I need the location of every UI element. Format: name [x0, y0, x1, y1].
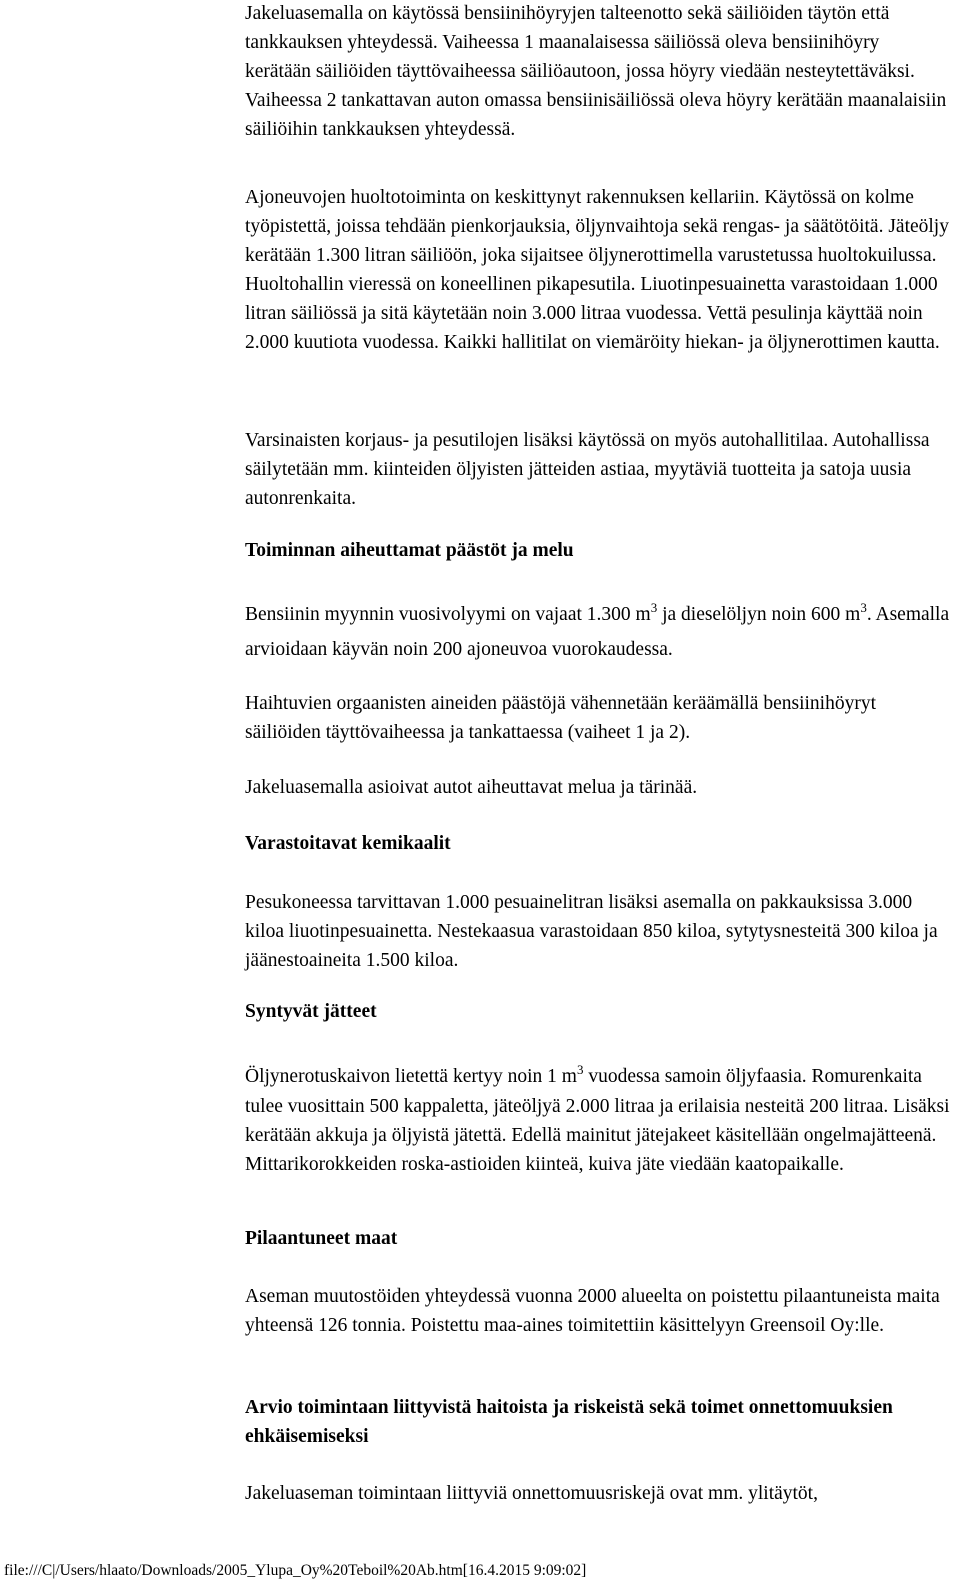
- paragraph-vapor-recovery: Jakeluasemalla on käytössä bensiinihöyryjen talteenotto sekä säiliöiden täytön että tankkauksen yhteydessä. Vaiheessa 1 maanalaisessa säiliössä oleva bensiinihöyry kerätään säiliöiden täyttövaiheessa säiliöautoon, jossa höyry viedään nesteytettäväksi. Vaiheessa 2 tankattavan auton omassa bensiinisäiliössä oleva höyry kerätään maanalaisiin säiliöihin tankkauksen yhteydessä.: [245, 3, 947, 140]
- paragraph-voc: Haihtuvien orgaanisten aineiden päästöjä vähennetään keräämällä bensiinihöyryt säiliöiden täyttövaiheessa ja tankattaessa (vaiheet 1 ja 2).: [245, 693, 876, 743]
- paragraph-waste: Öljynerotuskaivon lietettä kertyy noin 1 $m^3$ vuodessa samoin öljyfaasia. Romurenkaita tulee vuosittain 500 kappaletta, jäteöljyä 2.000 litraa ja erilaisia nesteitä 200 litraa. Lisäksi kerätään akkuja ja öljyistä jätettä. Edellä mainitut jätejakeet käsitellään ongelmajätteenä. Mittarikorokkeiden roska-astioiden kiinteä, kuiva jäte viedään kaatopaikalle.: [245, 1062, 950, 1175]
- heading-emissions: Toiminnan aiheuttamat päästöt ja melu: [245, 540, 574, 561]
- heading-chemicals: Varastoitavat kemikaalit: [245, 833, 451, 854]
- paragraph-garage: Varsinaisten korjaus- ja pesutilojen lisäksi käytössä on myös autohallitilaa. Autohallissa säilytetään mm. kiinteiden öljyisten jätteiden astiaa, myytäviä tuotteita ja satoja uusia autonrenkaita.: [245, 430, 930, 509]
- paragraph-noise: Jakeluasemalla asioivat autot aiheuttavat melua ja tärinää.: [245, 777, 698, 798]
- heading-risks: Arvio toimintaan liittyvistä haitoista ja riskeistä sekä toimet onnettomuuksien ehkäisemiseksi: [245, 1397, 893, 1447]
- file-path-footer: file:///C|/Users/hlaato/Downloads/2005_Ylupa_Oy%20Teboil%20Ab.htm[16.4.2015 9:09:02]: [4, 1562, 587, 1579]
- paragraph-risks: Jakeluaseman toimintaan liittyviä onnettomuusriskejä ovat mm. ylitäytöt,: [245, 1483, 818, 1504]
- paragraph-sales-volume: Bensiinin myynnin vuosivolyymi on vajaat 1.300 $m^3$ ja dieselöljyn noin 600 $m^3$. Asemalla arvioidaan käyvän noin 200 ajoneuvoa vuorokaudessa.: [245, 600, 950, 660]
- heading-waste: Syntyvät jätteet: [245, 1001, 377, 1022]
- paragraph-chemicals: Pesukoneessa tarvittavan 1.000 pesuainelitran lisäksi asemalla on pakkauksissa 3.000 kiloa liuotinpesuainetta. Nestekaasua varastoidaan 850 kiloa, sytytysnesteitä 300 kiloa ja jäänestoaineita 1.500 kiloa.: [245, 892, 938, 971]
- paragraph-maintenance: Ajoneuvojen huoltotoiminta on keskittynyt rakennuksen kellariin. Käytössä on kolme työpistettä, joissa tehdään pienkorjauksia, öljynvaihtoja sekä rengas- ja säätötöitä. Jäteöljy kerätään 1.300 litran säiliöön, joka sijaitsee öljynerottimella varustetussa huoltokuilussa. Huoltohallin vieressä on koneellinen pikapesutila. Liuotinpesuainetta varastoidaan 1.000 litran säiliössä ja sitä käytetään noin 3.000 litraa vuodessa. Vettä pesulinja käyttää noin 2.000 kuutiota vuodessa. Kaikki hallitilat on viemäröity hiekan- ja öljynerottimen kautta.: [245, 187, 949, 353]
- paragraph-contaminated-soil: Aseman muutostöiden yhteydessä vuonna 2000 alueelta on poistettu pilaantuneista maita yhteensä 126 tonnia. Poistettu maa-aines toimitettiin käsittelyyn Greensoil Oy:lle.: [245, 1286, 940, 1336]
- heading-contaminated-soil: Pilaantuneet maat: [245, 1228, 398, 1249]
